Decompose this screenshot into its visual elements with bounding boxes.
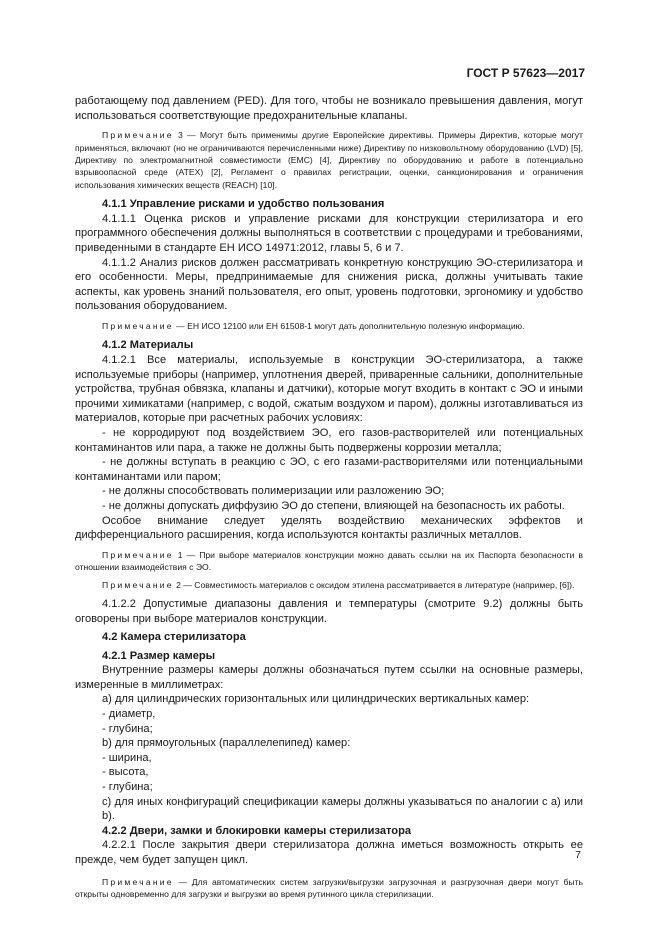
list-item-b: b) для прямоугольных (параллелепипед) камер:	[102, 737, 351, 750]
paragraph-ped: работающему под давлением (PED). Для того, чтобы не возникало превышения давления, могут использоваться соответствующие предохранительные клапаны.	[75, 95, 583, 122]
list-item-height: - высота,	[102, 766, 149, 779]
note-text: 3 — Могут быть применимы другие Европейские директивы. Примеры Директив, которые могут применяться, включают (но не ограничиваются перечисленными ниже) Директиву по низковольтному оборудованию (LVD) [5], Директиву по электромагнитной совместимости (ЕМС) [4], Директиву по оборудованию и работе в потенциально взрывоопасной среде (ATEX) [2], Регламент о правилах регистрации, оценки, санкционирования и ограничения использования химических веществ (REACH) [10].	[75, 130, 583, 190]
note-label: Примечание	[102, 320, 174, 331]
note-text: 1 — При выборе материалов конструкции можно давать ссылки на их Паспорта безопасности в отношении взаимодействия с ЭО.	[75, 549, 583, 573]
bullet-corrosion: - не корродируют под воздействием ЭО, его газов-растворителей или потенциальных контаминантов или пара, а также не должны быть подвержены коррозии металла;	[75, 426, 583, 454]
note-label: Примечание	[102, 130, 174, 141]
bullet-diffusion: - не должны допускать диффузию ЭО до степени, влияющей на безопасность их работы.	[102, 499, 565, 512]
note-3	[75, 129, 583, 191]
note-label: Примечание	[102, 549, 174, 560]
note-2	[75, 579, 583, 591]
note-label: Примечание	[102, 579, 174, 590]
document-body	[75, 94, 583, 900]
list-item-depth-2: - глубина;	[102, 781, 153, 794]
paragraph-4-2-1: Внутренние размеры камеры должны обозначаться путем ссылки на основные размеры, измеренные в миллиметрах:	[75, 664, 583, 691]
note-text: — ЕН ИСО 12100 или ЕН 61508-1 могут дать дополнительную полезную информацию.	[173, 320, 525, 331]
section-4-2-1-heading: 4.2.1 Размер камеры	[102, 649, 216, 662]
note-doors	[75, 876, 583, 901]
list-item-c: c) для иных конфигураций спецификации камеры должны указываться по аналогии с а) или b).	[102, 795, 583, 823]
note-text: 2 — Совместимость материалов с оксидом этилена рассматривается в литературе (например, [6]).	[173, 579, 575, 590]
section-4-1-2-heading: 4.1.2 Материалы	[102, 339, 194, 352]
note-iso	[75, 320, 583, 332]
section-4-2-2-heading: 4.2.2 Двери, замки и блокировки камеры стерилизатора	[102, 824, 412, 837]
paragraph-4-2-2-1: 4.2.2.1 После закрытия двери стерилизатора должна иметься возможность открыть ее прежде, чем будет запущен цикл.	[75, 839, 583, 866]
paragraph-4-1-1-2: 4.1.1.2 Анализ рисков должен рассматривать конкретную конструкцию ЭО-стерилизатора и его особенности. Меры, предпринимаемые для снижения риска, должны учитывать такие аспекты, как уровень знаний пользователя, его опыт, уровень подготовки, эргономику и удобство пользования оборудованием.	[75, 256, 583, 313]
page-number: 7	[575, 849, 581, 861]
list-item-width: - ширина,	[102, 751, 152, 764]
list-item-diameter: - диаметр,	[102, 708, 156, 721]
paragraph-4-1-1-1: 4.1.1.1 Оценка рисков и управление рисками для конструкции стерилизатора и его программного обеспечения должны выполняться в соответствии с процедурами и требованиями, приведенными в стандарте ЕН ИСО 14971:2012, главы 5, 6 и 7.	[75, 212, 583, 254]
bullet-polymerization: - не должны способствовать полимеризации или разложению ЭО;	[102, 485, 445, 498]
note-1	[75, 549, 583, 574]
note-label: Примечание	[102, 876, 174, 887]
section-4-1-1-heading: 4.1.1 Управление рисками и удобство пользования	[102, 198, 385, 211]
list-item-a: а) для цилиндрических горизонтальных или цилиндрических вертикальных камер:	[102, 693, 530, 706]
paragraph-4-1-2-2: 4.1.2.2 Допустимые диапазоны давления и температуры (смотрите 9.2) должны быть оговорены при выборе материалов конструкции.	[75, 597, 583, 625]
paragraph-4-1-2-1: 4.1.2.1 Все материалы, используемые в конструкции ЭО-стерилизатора, а также используемые приборы (например, уплотнения дверей, приваренные сальники, дополнительные устройства, трубная обвязка, клапаны и датчики), которые могут входить в контакт с ЭО и иными прочими химикатами (например, с водой, сжатым воздухом и паром), должны изготавливаться из материалов, которые при расчетных рабочих условиях:	[75, 353, 583, 425]
note-text: — Для автоматических систем загрузки/выгрузки загрузочная и разгрузочная двери могут быть открыты одновременно для загрузки и выгрузки во время рутинного цикла стерилизации.	[75, 876, 583, 899]
document-code: ГОСТ Р 57623—2017	[466, 66, 585, 80]
section-4-2-heading: 4.2 Камера стерилизатора	[102, 631, 246, 644]
bullet-reaction: - не должны вступать в реакцию с ЭО, с его газами-растворителями или потенциальными контаминантами или паром;	[75, 456, 583, 483]
list-item-depth: - глубина;	[102, 722, 153, 735]
paragraph-special-attention: Особое внимание следует уделять воздействию механических эффектов и дифференциального расширения, когда используются контакты различных металлов.	[75, 514, 583, 542]
